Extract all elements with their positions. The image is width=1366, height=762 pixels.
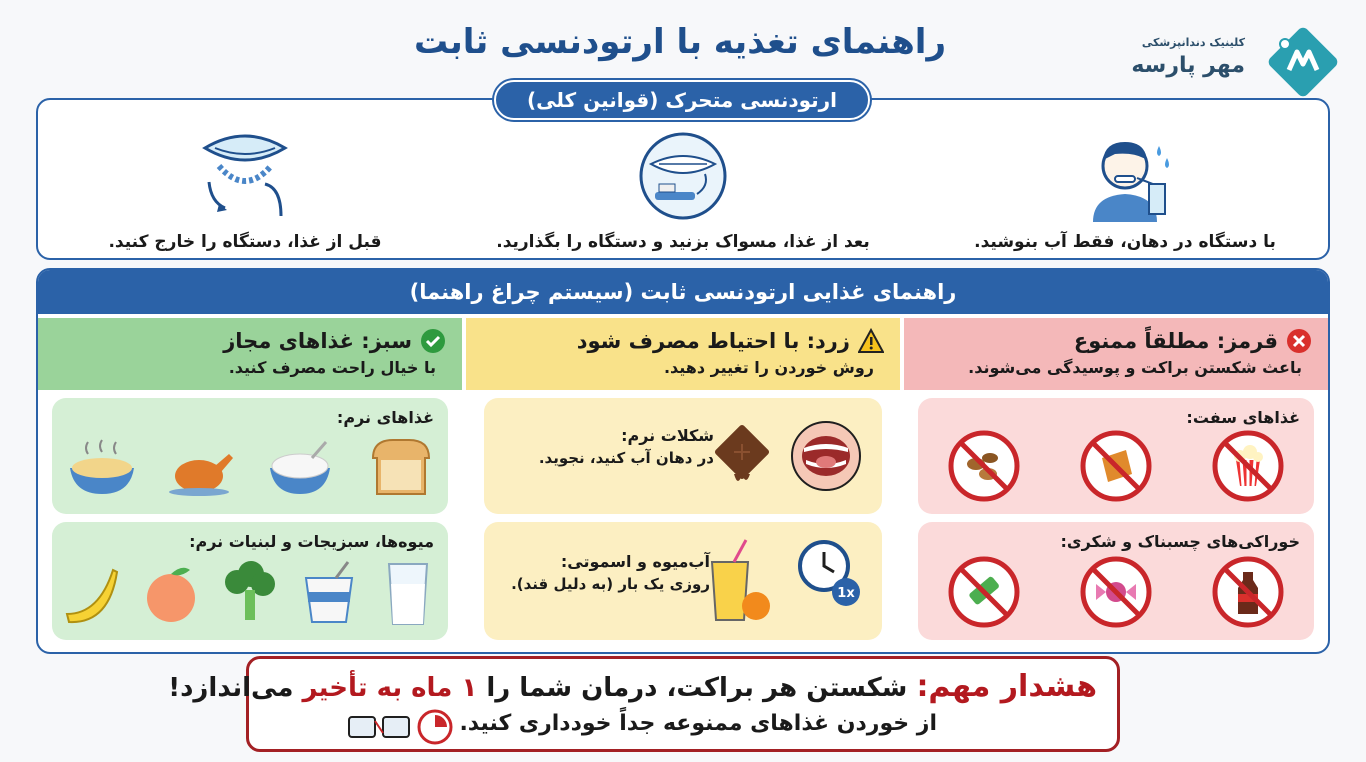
brand-logo-icon: [1263, 22, 1343, 102]
card-subtitle: در دهان آب کنید، نجوید.: [538, 449, 714, 467]
removable-section-tag: ارتودنسی متحرک (قوانین کلی): [494, 80, 870, 120]
pasta-icon: [64, 428, 140, 504]
no-soda-icon: [1210, 554, 1286, 630]
yogurt-icon: [296, 554, 362, 630]
card-title: غذاهای سفت:: [1186, 408, 1300, 427]
green-card-fruits-veg-dairy: [52, 522, 448, 640]
page-title: راهنمای تغذیه با ارتودنسی ثابت: [413, 22, 947, 62]
rule-text: قبل از غذا، دستگاه را خارج کنید.: [108, 232, 382, 252]
rule-water-only: [970, 126, 1280, 252]
important-warning: [168, 656, 1120, 752]
red-column-header: [904, 318, 1328, 390]
warning-text-part1: شکستن هر براکت، درمان شما را: [486, 673, 908, 703]
warning-delay-highlight: ۱ ماه به تأخیر: [302, 673, 478, 703]
no-candy-icon: [1078, 554, 1154, 630]
yellow-column-title: زرد: با احتیاط مصرف شود: [576, 329, 850, 353]
warning-label: هشدار مهم:: [916, 669, 1097, 704]
card-title: میوه‌ها، سبزیجات و لبنیات نرم:: [189, 532, 434, 551]
warning-text-part2: می‌اندازد!: [168, 673, 294, 703]
rule-remove-before-meal: [100, 126, 390, 252]
red-column-title: قرمز: مطلقاً ممنوع: [1073, 329, 1278, 353]
x-circle-icon: [1286, 328, 1312, 354]
card-subtitle: روزی یک بار (به دلیل قند).: [511, 575, 710, 593]
red-card-sticky-sugary: [918, 522, 1314, 640]
broken-bracket-timer-icon: [345, 707, 457, 747]
no-chips-icon: [1078, 428, 1154, 504]
brand: [1125, 22, 1355, 102]
yellow-card-soft-chocolate: [484, 398, 882, 514]
card-title: شکلات نرم:: [621, 426, 714, 445]
rule-brush-after-meal: [478, 126, 888, 252]
red-card-hard-foods: [918, 398, 1314, 514]
green-column-header: [38, 318, 462, 390]
brand-name: مهر پارسه: [1131, 53, 1245, 78]
chicken-icon: [163, 428, 239, 504]
card-title: آب‌میوه و اسموتی:: [560, 552, 710, 571]
chocolate-icon: [704, 418, 780, 494]
yellow-column-header: [466, 318, 900, 390]
green-column-title: سبز: غذاهای مجاز: [223, 329, 412, 353]
green-column-subtitle: با خیال راحت مصرف کنید.: [228, 358, 436, 377]
boy-drinking-water-icon: [1075, 126, 1175, 226]
card-title: خوراکی‌های چسبناک و شکری:: [1060, 532, 1300, 551]
red-column-subtitle: باعث شکستن براکت و پوسیدگی می‌شوند.: [968, 358, 1302, 377]
check-circle-icon: [420, 328, 446, 354]
broccoli-icon: [217, 554, 283, 630]
brand-subtitle: کلینیک دندانپزشکی: [1141, 36, 1245, 49]
no-gum-icon: [946, 554, 1022, 630]
rice-bowl-icon: [262, 428, 338, 504]
open-mouth-icon: [788, 418, 864, 494]
card-title: غذاهای نرم:: [336, 408, 434, 427]
rule-text: بعد از غذا، مسواک بزنید و دستگاه را بگذارید.: [496, 232, 870, 252]
remove-retainer-icon: [195, 126, 295, 226]
no-nuts-icon: [946, 428, 1022, 504]
yellow-card-juice-smoothie: [484, 522, 882, 640]
yellow-column-subtitle: روش خوردن را تغییر دهید.: [663, 358, 874, 377]
green-card-soft-foods: [52, 398, 448, 514]
rule-text: با دستگاه در دهان، فقط آب بنوشید.: [974, 232, 1276, 252]
clock-1x-icon: [792, 536, 868, 612]
warning-line2: از خوردن غذاهای ممنوعه جداً خودداری کنید.: [459, 711, 937, 736]
svg-text:1x: 1x: [837, 586, 855, 601]
bread-icon: [361, 428, 437, 504]
juice-glass-icon: [698, 536, 788, 626]
fixed-section-header: راهنمای غذایی ارتودنسی ثابت (سیستم چراغ راهنما): [38, 270, 1328, 314]
warning-triangle-icon: [858, 328, 884, 354]
milk-glass-icon: [375, 554, 441, 630]
banana-icon: [59, 554, 125, 630]
no-popcorn-icon: [1210, 428, 1286, 504]
toothbrush-teeth-icon: [633, 126, 733, 226]
peach-icon: [138, 554, 204, 630]
